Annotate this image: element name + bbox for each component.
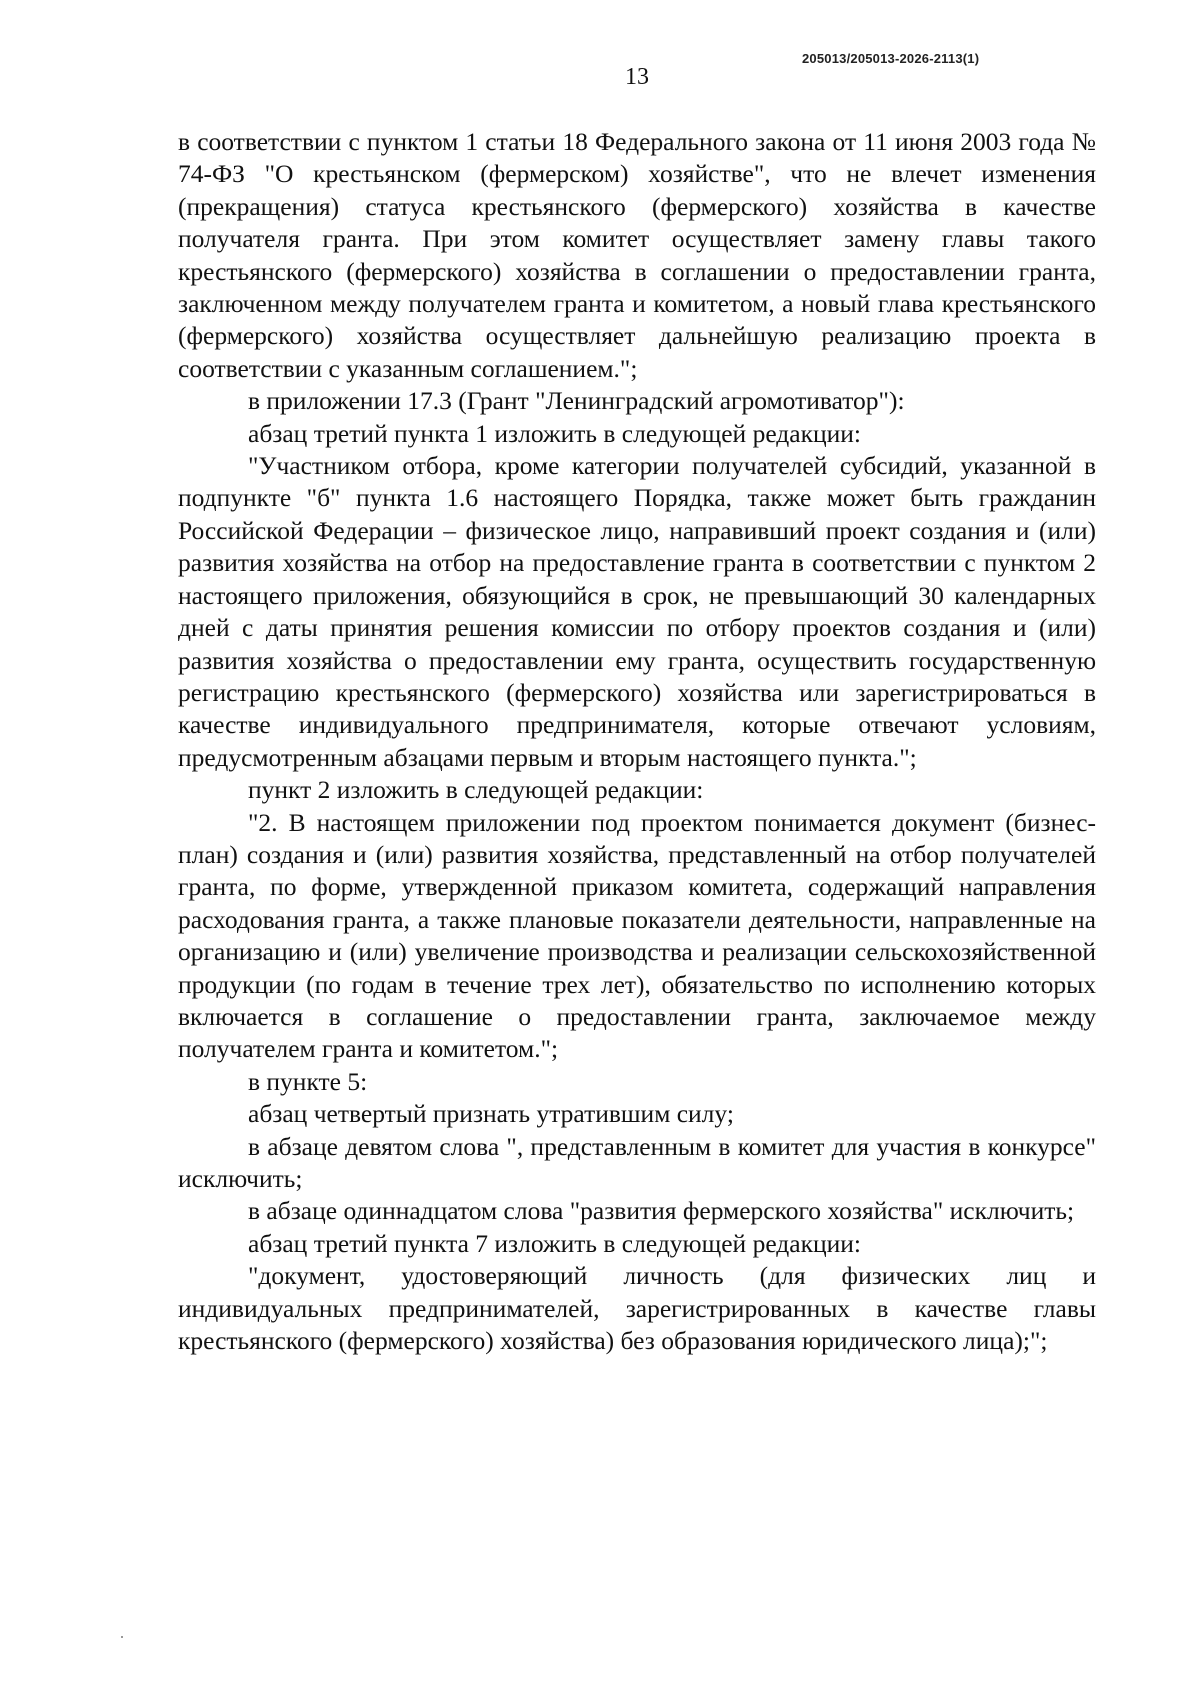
paragraph: "документ, удостоверяющий личность (для физических лиц и индивидуальных предпринимателей, зарегистрированных в качестве главы крестьянского (фермерского) хозяйства) без образования юридического лица);"; bbox=[178, 1261, 1096, 1356]
paragraph: "2. В настоящем приложении под проектом понимается документ (бизнес-план) создания и (или) развития хозяйства, представленный на отбор получателей гранта, по форме, утвержденной приказом комитета, содержащий направления расходования гранта, а также плановые показатели деятельности, направленные на организацию и (или) увеличение производства и реализации сельскохозяйственной продукции (по годам в течение трех лет), обязательство по исполнению которых включается в соглашение о предоставлении гранта, заключаемое между получателем гранта и комитетом."; bbox=[178, 807, 1096, 1064]
paragraph: в абзаце девятом слова ", представленным в комитет для участия в конкурсе" исключить; bbox=[178, 1131, 1096, 1193]
paragraph: абзац третий пункта 7 изложить в следующей редакции: bbox=[248, 1228, 862, 1258]
paragraph: в соответствии с пунктом 1 статьи 18 Федерального закона от 11 июня 2003 года № 74-ФЗ "О крестьянском (фермерском) хозяйстве", что не влечет изменения (прекращения) статуса крестьянского (фермерского) хозяйства в качестве получателя гранта. При этом комитет осуществляет замену главы такого крестьянского (фермерского) хозяйства в соглашении о предоставлении гранта, заключенном между получателем гранта и комитетом, а новый глава крестьянского (фермерского) хозяйства осуществляет дальнейшую реализацию проекта в соответствии с указанным соглашением."; bbox=[178, 127, 1096, 383]
document-body bbox=[178, 126, 1096, 1357]
paragraph: абзац третий пункта 1 изложить в следующей редакции: bbox=[248, 418, 862, 448]
paragraph: в пункте 5: bbox=[248, 1066, 368, 1096]
paragraph: пункт 2 изложить в следующей редакции: bbox=[248, 775, 704, 805]
scan-speck bbox=[121, 1636, 123, 1638]
paragraph: "Участником отбора, кроме категории получателей субсидий, указанной в подпункте "б" пункта 1.6 настоящего Порядка, также может быть гражданин Российской Федерации – физическое лицо, направивший проект создания и (или) развития хозяйства на отбор на предоставление гранта в соответствии с пунктом 2 настоящего приложения, обязующийся в срок, не превышающий 30 календарных дней с даты принятия решения комиссии по отбору проектов создания и (или) развития хозяйства о предоставлении ему гранта, осуществить государственную регистрацию крестьянского (фермерского) хозяйства или зарегистрироваться в качестве индивидуального предпринимателя, которые отвечают условиям, предусмотренным абзацами первым и вторым настоящего пункта."; bbox=[178, 451, 1096, 772]
paragraph: в абзаце одиннадцатом слова "развития фермерского хозяйства" исключить; bbox=[248, 1196, 1075, 1226]
page-number: 13 bbox=[625, 64, 649, 90]
paragraph: абзац четвертый признать утратившим силу; bbox=[248, 1099, 734, 1129]
paragraph: в приложении 17.3 (Грант "Ленинградский агромотиватор"): bbox=[248, 386, 905, 416]
document-code: 205013/205013-2026-2113(1) bbox=[802, 51, 980, 66]
